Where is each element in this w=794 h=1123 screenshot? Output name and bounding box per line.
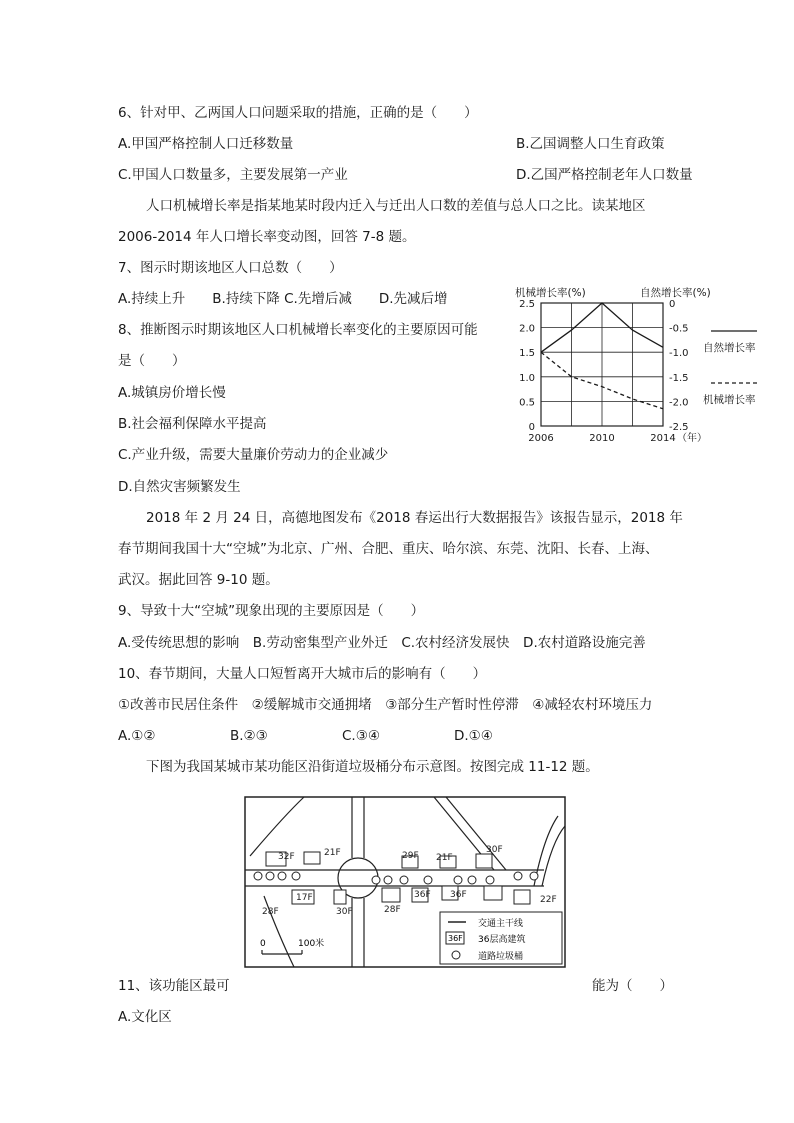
x-tick-label: 2014 [650, 433, 676, 444]
x-tick-label: 2010 [589, 433, 615, 444]
q7-options: A.持续上升 B.持续下降 C.先增后减 D.先减后增 [118, 291, 448, 307]
legend-building: 36层高建筑 [478, 935, 526, 945]
legend-road: 交通主干线 [478, 919, 524, 929]
right-tick-label: -2.0 [669, 397, 689, 409]
floor-label: 21F [436, 853, 453, 863]
right-tick-label: -1.5 [669, 372, 689, 384]
floor-label: 28F [262, 907, 279, 917]
scale-label: 100米 [298, 939, 325, 949]
floor-label: 28F [384, 905, 401, 915]
q8-stem-line2: 是（ ） [118, 353, 186, 369]
left-tick-label: 2.0 [519, 323, 535, 335]
q6-a-text: A.甲国严格控制人口迁移数量 [118, 136, 294, 152]
q10-option-d: D.①④ [454, 728, 493, 744]
scale-zero: 0 [260, 939, 266, 949]
intro78-line2: 2006-2014 年人口增长率变动图，回答 7-8 题。 [118, 229, 416, 245]
district-map [244, 796, 566, 968]
map-legend [440, 912, 562, 964]
left-tick-label: 1.5 [519, 348, 535, 360]
floor-label: 22F [540, 895, 557, 905]
floor-label: 17F [296, 893, 313, 903]
q11-stem-right: 能为（ ） [592, 978, 673, 994]
right-tick-label: 0 [669, 299, 676, 310]
left-axis-label: 机械增长率(%) [515, 287, 586, 299]
right-axis-label: 自然增长率(%) [640, 287, 711, 299]
x-tick-label: 2006 [528, 433, 554, 444]
q10-option-a: A.①② [118, 728, 156, 744]
q11-stem-left: 11、该功能区最可 [118, 978, 230, 994]
left-tick-label: 0 [528, 422, 535, 433]
floor-label: 32F [278, 852, 295, 862]
population-growth-chart [505, 283, 775, 453]
floor-label: 29F [402, 851, 419, 861]
q8-option-a: A.城镇房价增长慢 [118, 385, 226, 401]
right-tick-label: -1.0 [669, 348, 689, 360]
q6-option-c [118, 166, 693, 184]
right-tick-label: -2.5 [669, 422, 689, 433]
q10-option-b: B.②③ [230, 728, 268, 744]
q6-stem: 6、针对甲、乙两国人口问题采取的措施，正确的是（ ） [118, 105, 478, 121]
floor-label: 36F [450, 890, 467, 900]
intro78-line1: 人口机械增长率是指某地某时段内迁入与迁出人口数的差值与总人口之比。读某地区 [146, 198, 646, 214]
q6-option-b: B.乙国调整人口生育政策 [516, 136, 665, 152]
legend-building-sample: 36F [448, 934, 463, 943]
q6-c-text: C.甲国人口数量多，主要发展第一产业 [118, 167, 348, 183]
q8-option-d: D.自然灾害频繁发生 [118, 479, 241, 495]
q9-stem: 9、导致十大“空城”现象出现的主要原因是（ ） [118, 603, 425, 619]
q10-items: ①改善市民居住条件 ②缓解城市交通拥堵 ③部分生产暂时性停滞 ④减轻农村环境压力 [118, 697, 653, 713]
q9-options: A.受传统思想的影响 B.劳动密集型产业外迁 C.农村经济发展快 D.农村道路设施完善 [118, 635, 646, 651]
intro1112-line1: 下图为我国某城市某功能区沿街道垃圾桶分布示意图。按图完成 11-12 题。 [146, 759, 599, 775]
q11-option-a: A.文化区 [118, 1009, 172, 1025]
floor-label: 21F [324, 848, 341, 858]
floor-label: 30F [486, 845, 503, 855]
intro910-line1: 2018 年 2 月 24 日，高德地图发布《2018 春运出行大数据报告》该报告显示，2018 年 [146, 510, 683, 526]
right-tick-label: -0.5 [669, 323, 689, 335]
floor-label: 30F [336, 907, 353, 917]
q10-stem: 10、春节期间，大量人口短暂离开大城市后的影响有（ ） [118, 666, 487, 682]
legend-bin: 道路垃圾桶 [478, 952, 524, 962]
legend-label: 机械增长率 [703, 394, 756, 406]
q7-stem: 7、图示时期该地区人口总数（ ） [118, 260, 343, 276]
left-tick-label: 0.5 [519, 397, 535, 409]
intro910-line3: 武汉。据此回答 9-10 题。 [118, 572, 279, 588]
legend-label: 自然增长率 [703, 342, 756, 354]
left-tick-label: 1.0 [519, 372, 535, 384]
q8-option-b: B.社会福利保障水平提高 [118, 416, 267, 432]
q10-option-c: C.③④ [342, 728, 380, 744]
q6-option-d: D.乙国严格控制老年人口数量 [516, 167, 693, 183]
left-tick-label: 2.5 [519, 299, 535, 310]
q8-stem-line1: 8、推断图示时期该地区人口机械增长率变化的主要原因可能 [118, 322, 478, 338]
intro910-line2: 春节期间我国十大“空城”为北京、广州、合肥、重庆、哈尔滨、东莞、沈阳、长春、上海、 [118, 541, 659, 557]
x-axis-label: （年） [677, 433, 707, 444]
floor-label: 36F [414, 890, 431, 900]
q8-option-c: C.产业升级，需要大量廉价劳动力的企业减少 [118, 447, 389, 463]
q6-option-a [118, 135, 665, 153]
